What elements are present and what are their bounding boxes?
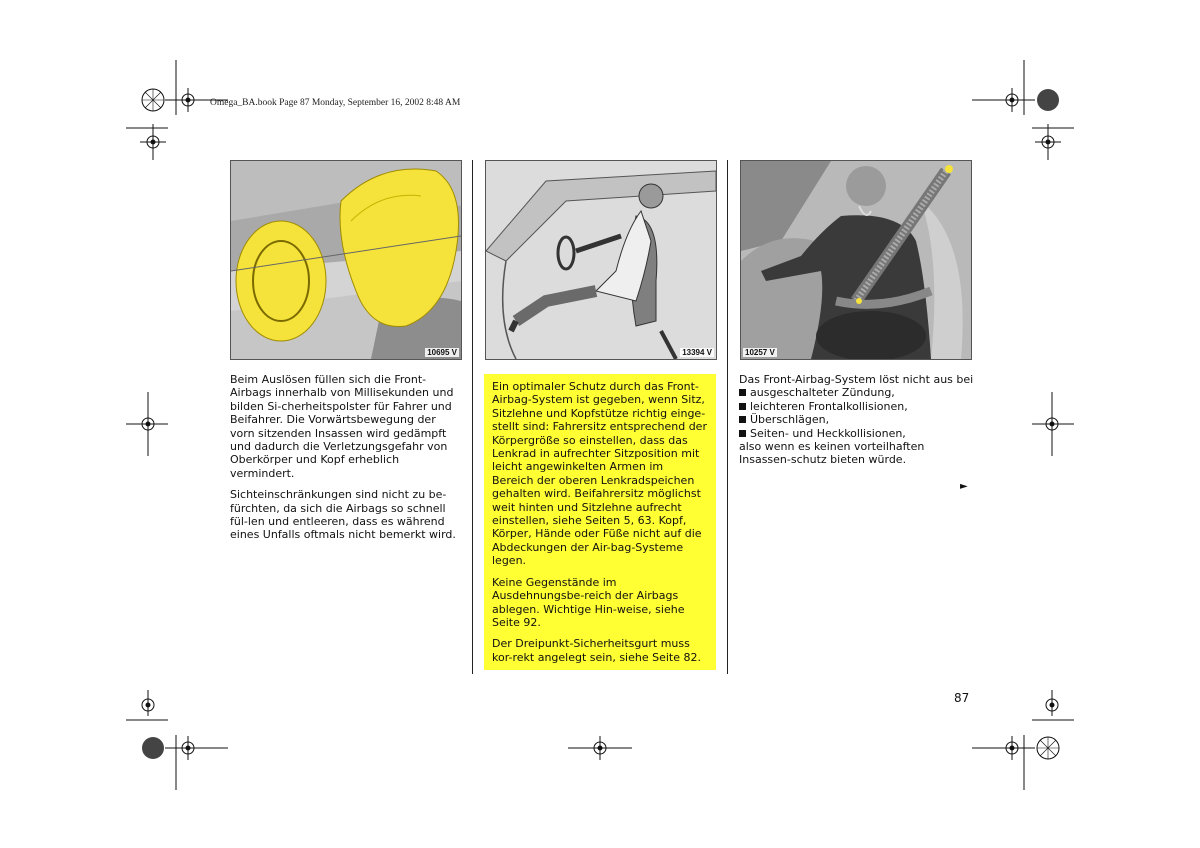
bullet-square-icon <box>739 389 746 396</box>
seating-illustration <box>486 161 716 359</box>
continue-arrow-icon: ► <box>960 481 968 492</box>
list-item: leichteren Frontalkollisionen, <box>739 400 975 413</box>
column-rule <box>472 160 473 674</box>
list-outro: also wenn es keinen vorteilhaften Insassen-schutz bieten würde. <box>739 440 925 467</box>
bullet-square-icon <box>739 403 746 410</box>
right-column <box>739 373 975 467</box>
list-item: ausgeschalteter Zündung, <box>739 386 975 399</box>
note-paragraph: Ein optimaler Schutz durch das Front-Airbag-System ist gegeben, wenn Sitz, Sitzlehne und Kopfstütze richtig einge-stellt sind: Fahrersitz entsprechend der Körpergröße so einstellen, dass das Lenkrad in aufrechter Sitzposition mit leicht angewinkelten Armen im Bereich der oberen Lenkradspeichen gehalten wird. Beifahrersitz möglichst weit hinten und Sitzlehne aufrecht einstellen, siehe Seiten 5, 63. Kopf, Körper, Hände oder Füße nicht auf die Abdeckungen der Air-bag-Systeme legen. <box>492 380 707 568</box>
airbag-figure <box>230 160 462 360</box>
figure-code: 10257 V <box>745 348 775 357</box>
left-column <box>230 373 462 550</box>
seating-figure <box>485 160 717 360</box>
figure-code: 10695 V <box>427 348 457 357</box>
column-rule <box>727 160 728 674</box>
seatbelt-figure <box>740 160 972 360</box>
paragraph: Sichteinschränkungen sind nicht zu be-fürchten, da sich die Airbags so schnell fül-len und entleeren, dass es während eines Unfalls oftmals nicht bemerkt wird. <box>230 488 456 542</box>
note-paragraph: Der Dreipunkt-Sicherheitsgurt muss kor-rekt angelegt sein, siehe Seite 82. <box>492 637 701 664</box>
list-item: Überschlägen, <box>739 413 975 426</box>
bullet-square-icon <box>739 416 746 423</box>
warning-note <box>484 374 716 670</box>
airbag-illustration <box>231 161 461 359</box>
paragraph: Beim Auslösen füllen sich die Front-Airbags innerhalb von Millisekunden und bilden Si-cherheitspolster für Fahrer und Beifahrer. Die Vorwärtsbewegung der vorn sitzenden Insassen wird gedämpft und dadurch die Verletzungsgefahr von Oberkörper und Kopf erheblich vermindert. <box>230 373 454 480</box>
page-number: 87 <box>954 691 970 705</box>
list-intro: Das Front-Airbag-System löst nicht aus bei <box>739 373 974 386</box>
running-header: Omega_BA.book Page 87 Monday, September 16, 2002 8:48 AM <box>210 98 461 108</box>
note-paragraph: Keine Gegenstände im Ausdehnungsbe-reich der Airbags ablegen. Wichtige Hin-weise, siehe Seite 92. <box>492 575 685 629</box>
list-item: Seiten- und Heckkollisionen, <box>739 427 975 440</box>
figure-code: 13394 V <box>682 348 712 357</box>
seatbelt-illustration <box>741 161 971 359</box>
bullet-square-icon <box>739 430 746 437</box>
